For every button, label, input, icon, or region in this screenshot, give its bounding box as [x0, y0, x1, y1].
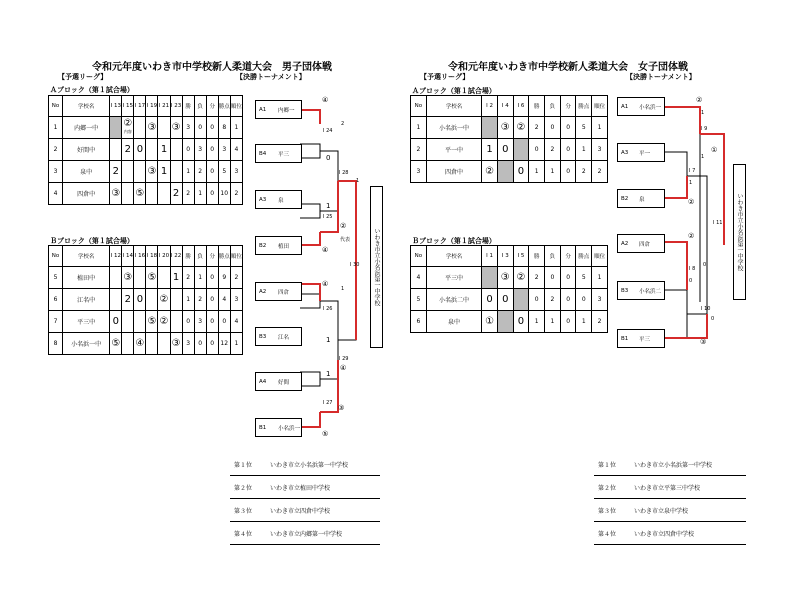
row-no: 1: [411, 117, 427, 139]
result-cell: ③: [170, 333, 182, 355]
stat-cell: 2: [576, 161, 592, 183]
header-cell: I 16: [134, 246, 146, 267]
boys-block-a-label: Ａブロック（第１試合場）: [50, 86, 134, 94]
girls-block-a-label: Ａブロック（第１試合場）: [412, 87, 496, 95]
entry-score: ③: [700, 338, 707, 346]
stat-cell: 1: [576, 311, 592, 333]
daihyo-label: 代表: [340, 237, 351, 243]
score-label: 1: [701, 154, 705, 160]
girls-rank-row: [594, 521, 746, 545]
school-name: 四倉中: [63, 183, 110, 205]
seed-label: A3: [259, 196, 267, 203]
team-name: 小名浜一: [278, 425, 301, 432]
team-name: 小名浜一: [639, 104, 662, 111]
entry-score: ⑤: [322, 430, 329, 438]
entry-score: ④: [322, 280, 329, 288]
seed-label: A2: [621, 240, 629, 247]
header-cell: I 2: [482, 96, 498, 117]
girls-rank-row: [594, 498, 746, 522]
team-name: 平一: [639, 150, 651, 157]
seed-label: B4: [259, 150, 267, 157]
stat-cell: 3: [182, 333, 194, 355]
score-label: 1: [701, 110, 705, 116]
rank-school: いわき市立四倉中学校: [634, 531, 695, 538]
score-label: 1: [341, 286, 345, 292]
rank-cell: 1: [230, 117, 242, 139]
rank-cell: 1: [592, 117, 608, 139]
team-name: 泉: [278, 197, 284, 204]
girls-block-b-label: Ｂブロック（第１試合場）: [412, 237, 496, 245]
header-cell: No: [49, 96, 63, 117]
rank-cell: 1: [230, 333, 242, 355]
match-label: I 28: [339, 170, 349, 176]
boys-block-b-label: Ｂブロック（第１試合場）: [50, 237, 134, 245]
school-name: 小名浜一中: [63, 333, 110, 355]
rank-school: いわき市立四倉中学校: [270, 508, 331, 515]
result-cell: 0: [513, 161, 529, 183]
header-cell: I 18: [146, 246, 158, 267]
stat-cell: 3: [182, 117, 194, 139]
result-cell: ⑤: [146, 267, 158, 289]
stat-cell: 0: [182, 311, 194, 333]
stat-cell: 1: [529, 311, 545, 333]
header-cell: 順位: [592, 246, 608, 267]
stat-cell: 0: [560, 267, 576, 289]
result-cell: ②: [158, 289, 170, 311]
header-cell: 分: [560, 246, 576, 267]
team-name: 好間: [278, 379, 290, 386]
header-cell: No: [49, 246, 63, 267]
seed-label: A1: [259, 106, 267, 113]
rank-cell: 2: [592, 311, 608, 333]
girls-title: 令和元年度いわき市中学校新人柔道大会 女子団体戦: [448, 62, 688, 73]
row-no: 2: [49, 139, 63, 161]
rank-school: いわき市立内郷第一中学校: [270, 531, 343, 538]
stat-cell: 4: [218, 289, 230, 311]
result-cell: ③: [170, 117, 182, 139]
header-cell: I 19: [146, 96, 158, 117]
score-label: ②: [340, 222, 347, 230]
header-cell: I 5: [513, 246, 529, 267]
rank-cell: 4: [230, 311, 242, 333]
school-name: 泉中: [426, 311, 482, 333]
match-label: I 26: [323, 306, 333, 312]
score-label: 0: [703, 262, 707, 268]
result-sub-label: 内容: [123, 129, 132, 134]
stat-cell: 0: [560, 289, 576, 311]
score-label: 1: [689, 180, 693, 186]
header-cell: No: [411, 96, 427, 117]
entry-score: 1: [326, 370, 331, 378]
school-name: 平三中: [63, 311, 110, 333]
rank-cell: 2: [230, 267, 242, 289]
row-no: 6: [49, 289, 63, 311]
stat-cell: 0: [206, 267, 218, 289]
header-cell: 学校名: [426, 96, 482, 117]
stat-cell: 1: [576, 139, 592, 161]
stat-cell: 0: [218, 311, 230, 333]
result-cell: ③: [146, 117, 158, 139]
result-cell: ②: [513, 267, 529, 289]
school-name: 平一中: [426, 139, 482, 161]
header-cell: I 3: [497, 246, 513, 267]
result-cell: 1: [170, 267, 182, 289]
entry-score: ②: [688, 198, 695, 206]
stat-cell: 0: [194, 117, 206, 139]
rank-cell: 1: [592, 267, 608, 289]
stat-cell: 3: [218, 139, 230, 161]
seed-label: B1: [259, 424, 267, 431]
stat-cell: 0: [576, 289, 592, 311]
girls-bracket-entry: [617, 97, 665, 116]
result-cell: ②: [482, 161, 498, 183]
team-name: 植田: [278, 243, 290, 250]
result-cell: ⑤: [134, 183, 146, 205]
header-cell: 分: [206, 96, 218, 117]
result-cell: 2: [122, 139, 134, 161]
stat-cell: 0: [206, 333, 218, 355]
header-cell: I 23: [170, 96, 182, 117]
score-label: 0: [689, 278, 693, 284]
result-cell: ⑤: [146, 311, 158, 333]
stat-cell: 0: [206, 117, 218, 139]
champion-name: いわき市立小名浜第一中学校: [736, 193, 743, 271]
match-label: I 27: [323, 400, 333, 406]
row-no: 2: [411, 139, 427, 161]
header-cell: 勝点: [218, 246, 230, 267]
result-cell: ③: [497, 267, 513, 289]
stat-cell: 2: [545, 289, 561, 311]
school-name: 泉中: [63, 161, 110, 183]
header-cell: I 12: [110, 246, 122, 267]
header-cell: 勝点: [576, 96, 592, 117]
girls-bracket-entry: [617, 234, 665, 253]
team-name: 四倉: [278, 289, 290, 296]
rank-place: 第４位: [234, 531, 253, 538]
girls-rank-row: [594, 475, 746, 499]
header-cell: I 21: [158, 96, 170, 117]
result-cell: ①: [482, 311, 498, 333]
team-name: 内郷一: [278, 107, 295, 114]
rank-place: 第３位: [598, 508, 617, 515]
girls-league-label: 【予選リーグ】: [420, 73, 470, 81]
result-cell: ③: [110, 183, 122, 205]
school-name: 四倉中: [426, 161, 482, 183]
header-cell: 順位: [230, 96, 242, 117]
stat-cell: 0: [560, 139, 576, 161]
rank-cell: 4: [230, 139, 242, 161]
stat-cell: 2: [194, 289, 206, 311]
stat-cell: 2: [529, 267, 545, 289]
entry-score: ④: [322, 96, 329, 104]
boys-title: 令和元年度いわき市中学校新人柔道大会 男子団体戦: [92, 62, 332, 73]
champion-name: いわき市立小名浜第一中学校: [373, 228, 380, 306]
rank-place: 第２位: [234, 485, 253, 492]
stat-cell: 1: [545, 311, 561, 333]
stat-cell: 0: [206, 183, 218, 205]
boys-league-label: 【予選リーグ】: [58, 73, 108, 81]
rank-cell: 2: [592, 161, 608, 183]
stat-cell: 0: [206, 139, 218, 161]
school-name: 好間中: [63, 139, 110, 161]
rank-school: いわき市立平第三中学校: [634, 485, 701, 492]
result-cell: 0: [482, 289, 498, 311]
result-cell: ③: [122, 267, 134, 289]
school-name: 植田中: [63, 267, 110, 289]
entry-score: ②: [696, 96, 703, 104]
row-no: 3: [49, 161, 63, 183]
stat-cell: 0: [206, 289, 218, 311]
row-no: 5: [49, 267, 63, 289]
stat-cell: 0: [206, 161, 218, 183]
stat-cell: 8: [218, 117, 230, 139]
stat-cell: 0: [182, 139, 194, 161]
header-cell: 勝: [182, 246, 194, 267]
stat-cell: 0: [560, 117, 576, 139]
header-cell: 勝点: [576, 246, 592, 267]
result-cell: 0: [497, 139, 513, 161]
stat-cell: 0: [545, 267, 561, 289]
score-label: ④: [340, 364, 347, 372]
match-label: I 10: [701, 306, 711, 312]
stat-cell: 3: [194, 139, 206, 161]
stat-cell: 2: [529, 117, 545, 139]
stat-cell: 10: [218, 183, 230, 205]
header-cell: I 1: [482, 246, 498, 267]
stat-cell: 2: [194, 161, 206, 183]
result-cell: 2: [170, 183, 182, 205]
girls-rank-row: [594, 452, 746, 476]
rank-cell: 2: [230, 183, 242, 205]
header-cell: 分: [560, 96, 576, 117]
header-cell: 学校名: [63, 246, 110, 267]
result-cell: 2: [122, 289, 134, 311]
rank-place: 第４位: [598, 531, 617, 538]
result-cell: 0: [110, 311, 122, 333]
school-name: 内郷一中: [63, 117, 110, 139]
header-cell: I 20: [158, 246, 170, 267]
seed-label: B1: [621, 335, 629, 342]
score-label: 0: [711, 316, 715, 322]
match-label: I 9: [701, 126, 708, 132]
rank-place: 第１位: [598, 462, 617, 469]
row-no: 3: [411, 161, 427, 183]
header-cell: I 13: [110, 96, 122, 117]
seed-label: B3: [259, 333, 267, 340]
rank-place: 第１位: [234, 462, 253, 469]
header-cell: 分: [206, 246, 218, 267]
rank-school: いわき市立泉中学校: [634, 508, 689, 515]
match-label: I 11: [713, 220, 723, 226]
header-cell: I 17: [134, 96, 146, 117]
header-cell: I 14: [122, 246, 134, 267]
rank-place: 第３位: [234, 508, 253, 515]
result-cell: 0: [134, 139, 146, 161]
girls-bracket-entry: [617, 189, 665, 208]
rank-cell: 3: [230, 161, 242, 183]
stat-cell: 0: [194, 333, 206, 355]
result-cell: 0: [497, 289, 513, 311]
stat-cell: 0: [560, 161, 576, 183]
header-cell: 順位: [230, 246, 242, 267]
header-cell: 負: [545, 96, 561, 117]
row-no: 6: [411, 311, 427, 333]
team-name: 四倉: [639, 241, 651, 248]
team-name: 江名: [278, 334, 290, 341]
rank-cell: 3: [592, 289, 608, 311]
header-cell: I 22: [170, 246, 182, 267]
stat-cell: 2: [182, 183, 194, 205]
stat-cell: 3: [194, 311, 206, 333]
seed-label: B2: [621, 195, 629, 202]
match-label: I 7: [689, 168, 696, 174]
stat-cell: 1: [194, 267, 206, 289]
score-label: ③: [338, 404, 345, 412]
header-cell: 勝点: [218, 96, 230, 117]
stat-cell: 0: [529, 289, 545, 311]
match-label: I 25: [323, 214, 333, 220]
girls-tournament-label: 【決勝トーナメント】: [626, 73, 696, 81]
rank-cell: 3: [230, 289, 242, 311]
result-cell: 0: [513, 311, 529, 333]
rank-school: いわき市立植田中学校: [270, 485, 331, 492]
row-no: 1: [49, 117, 63, 139]
school-name: 小名浜二中: [426, 289, 482, 311]
match-label: I 8: [689, 266, 696, 272]
result-cell: 1: [482, 139, 498, 161]
match-label: I 29: [339, 356, 349, 362]
header-cell: 負: [194, 246, 206, 267]
stat-cell: 2: [182, 267, 194, 289]
result-cell: ③: [146, 161, 158, 183]
entry-score: ②: [688, 232, 695, 240]
seed-label: A2: [259, 288, 267, 295]
rank-cell: 3: [592, 139, 608, 161]
result-cell: 1: [158, 139, 170, 161]
match-label: I 30: [350, 262, 360, 268]
row-no: 5: [411, 289, 427, 311]
header-cell: No: [411, 246, 427, 267]
seed-label: B3: [621, 287, 629, 294]
team-name: 泉: [639, 196, 645, 203]
entry-score: ④: [322, 246, 329, 254]
header-cell: 学校名: [426, 246, 482, 267]
row-no: 7: [49, 311, 63, 333]
row-no: 4: [411, 267, 427, 289]
header-cell: 順位: [592, 96, 608, 117]
stat-cell: 5: [218, 161, 230, 183]
result-cell: ⑤: [110, 333, 122, 355]
rank-school: いわき市立小名浜第一中学校: [634, 462, 713, 469]
result-cell: ②: [158, 311, 170, 333]
stat-cell: 0: [206, 311, 218, 333]
girls-champion-box: [733, 164, 746, 300]
score-label: 1: [356, 178, 360, 184]
header-cell: 学校名: [63, 96, 110, 117]
seed-label: A4: [259, 378, 267, 385]
header-cell: I 15: [122, 96, 134, 117]
school-name: 江名中: [63, 289, 110, 311]
team-name: 平三: [639, 336, 651, 343]
stat-cell: 1: [545, 161, 561, 183]
seed-label: A3: [621, 149, 629, 156]
stat-cell: 5: [576, 117, 592, 139]
school-name: 平三中: [426, 267, 482, 289]
stat-cell: 1: [182, 161, 194, 183]
row-no: 8: [49, 333, 63, 355]
stat-cell: 0: [529, 139, 545, 161]
result-cell: 1: [158, 161, 170, 183]
header-cell: I 6: [513, 96, 529, 117]
team-name: 小名浜二: [639, 288, 662, 295]
result-cell: ④: [134, 333, 146, 355]
header-cell: 勝: [529, 96, 545, 117]
stat-cell: 5: [576, 267, 592, 289]
team-name: 平三: [278, 151, 290, 158]
result-cell: ②: [513, 117, 529, 139]
rank-school: いわき市立小名浜第一中学校: [270, 462, 349, 469]
stat-cell: 2: [545, 139, 561, 161]
girls-bracket-entry: [617, 281, 665, 300]
result-cell: ③: [497, 117, 513, 139]
match-label: I 24: [323, 128, 333, 134]
entry-score: 1: [326, 202, 331, 210]
header-cell: I 4: [497, 96, 513, 117]
stat-cell: 1: [194, 183, 206, 205]
boys-tournament-label: 【決勝トーナメント】: [236, 73, 306, 81]
result-cell: 0: [134, 289, 146, 311]
header-cell: 勝: [182, 96, 194, 117]
header-cell: 負: [194, 96, 206, 117]
stat-cell: 0: [545, 117, 561, 139]
row-no: 4: [49, 183, 63, 205]
header-cell: 負: [545, 246, 561, 267]
result-mark: ②: [123, 117, 133, 129]
rank-place: 第２位: [598, 485, 617, 492]
entry-score: 1: [326, 336, 331, 344]
school-name: 小名浜一中: [426, 117, 482, 139]
girls-bracket-entry: [617, 143, 665, 162]
stat-cell: 9: [218, 267, 230, 289]
seed-label: A1: [621, 103, 629, 110]
stat-cell: 12: [218, 333, 230, 355]
seed-label: B2: [259, 242, 267, 249]
stat-cell: 1: [182, 289, 194, 311]
girls-bracket-entry: [617, 329, 665, 348]
result-cell: 2: [110, 161, 122, 183]
entry-score: 0: [326, 154, 331, 162]
header-cell: 勝: [529, 246, 545, 267]
score-label: ①: [711, 146, 718, 154]
stat-cell: 0: [560, 311, 576, 333]
score-label: 2: [341, 121, 345, 127]
stat-cell: 1: [529, 161, 545, 183]
